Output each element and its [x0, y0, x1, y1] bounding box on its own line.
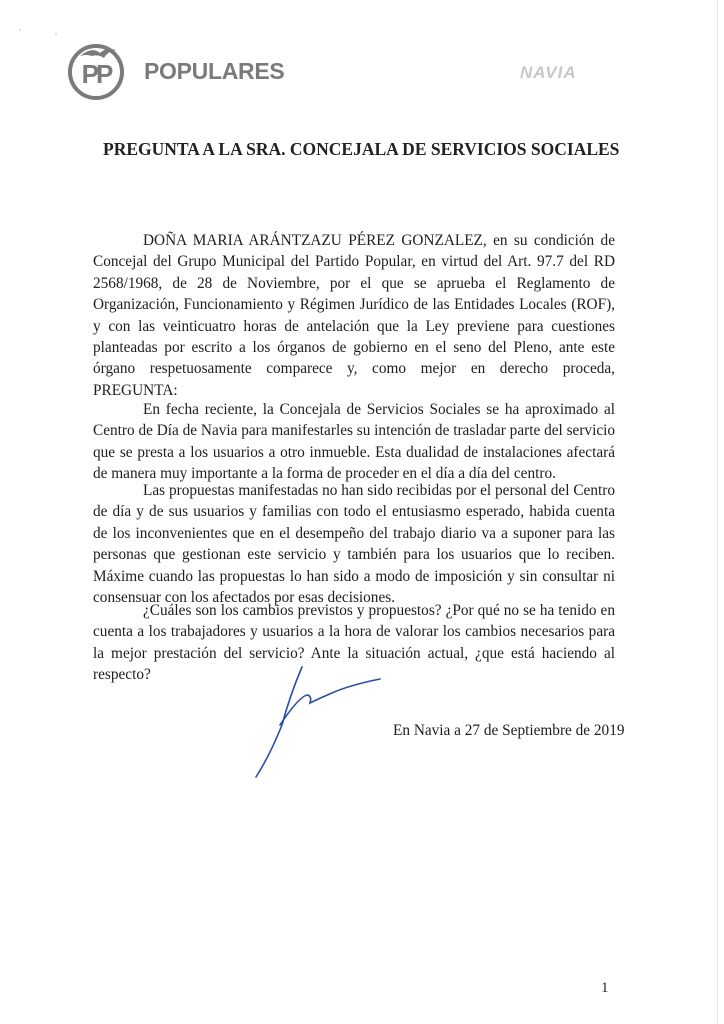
paragraph-text: ¿Cuáles son los cambios previstos y propuestos? ¿Por qué no se ha tenido en cuenta a los trabajadores y usuarios a la hora de valorar los cambios necesarios para la mejor prestación del servicio? Ante la situación actual, ¿que está haciendo al respecto? [93, 602, 615, 684]
paragraph-text: DOÑA MARIA ARÁNTZAZU PÉREZ GONZALEZ, en su condición de Concejal del Grupo Municipal del Partido Popular, en virtud del Art. 97.7 del RD 2568/1968, de 28 de Noviembre, por el que se aprueba el Reglamento de Organización, Funcionamiento y Régimen Jurídico de las Entidades Locales (ROF), y con las veinticuatro horas de antelación que la Ley previene para cuestiones planteadas por escrito a los órganos de gobierno en el seno del Pleno, ante este órgano respetuosamente comparece y, como mejor en derecho proceda, PREGUNTA: [93, 232, 615, 399]
signature-mark [240, 665, 390, 780]
logo-text: PP [81, 59, 111, 89]
place-date: En Navia a 27 de Septiembre de 2019 [393, 722, 625, 739]
page-edge [717, 0, 718, 1024]
paragraph-concerns [93, 480, 615, 608]
paragraph-text: En fecha reciente, la Concejala de Servicios Sociales se ha aproximado al Centro de Día de Navia para manifestarles su intención de trasladar parte del servicio que se presta a los usuarios a otro inmueble. Esta dualidad de instalaciones afectará de manera muy importante a la forma de proceder en el día a día del centro. [93, 401, 616, 483]
scan-specks [16, 26, 60, 38]
document-title: PREGUNTA A LA SRA. CONCEJALA DE SERVICIOS SOCIALES [103, 139, 620, 159]
pp-logo-icon [66, 38, 126, 102]
paragraph-context [93, 399, 615, 485]
party-name: POPULARES [144, 58, 285, 84]
paragraph-intro [93, 230, 615, 401]
page-number: 1 [601, 980, 609, 996]
paragraph-text: Las propuestas manifestadas no han sido recibidas por el personal del Centro de día y de sus usuarios y familias con todo el entusiasmo esperado, habida cuenta de los inconvenientes que en el desempeño del trabajo diario va a suponer para las personas que gestionan este servicio y también para los usuarios que lo reciben. Máxime cuando las propuestas lo han sido a modo de imposición y sin consultar ni consensuar con los afectados por esas decisiones. [93, 482, 615, 607]
municipality-name: NAVIA [520, 63, 577, 82]
